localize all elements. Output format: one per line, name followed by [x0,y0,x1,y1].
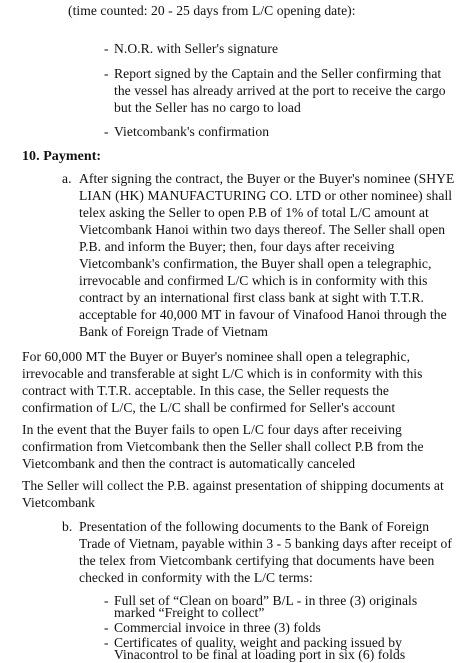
document-item-text: Full set of “Clean on board” B/L - in three (3) originals [114,593,418,608]
list-dash: - [104,66,109,81]
list-item-text: Vietcombank's confirmation [114,124,270,139]
document-dash: - [104,593,109,608]
para-b-line: the telex from Vietcombank certifying that documents have been [79,553,435,568]
para-60000-line: irrevocable and transferable at sight L/C which is in conformity with this [22,366,423,381]
para-b-line: Trade of Vietnam, payable within 3 - 5 banking days after receipt of [79,536,452,551]
document-item-text: marked “Freight to collect” [114,605,265,621]
document-item-text: Commercial invoice in three (3) folds [114,619,321,635]
para-event-line: Vietcombank and then the contract is automatically canceled [22,456,356,471]
document-item-text: Vinacontrol to be final at loading port in six (6) folds [114,646,406,662]
list-item-text: but the Seller has no cargo to load [114,100,301,115]
para-a-line: irrevocable and confirmed L/C which is in conformity with this [79,273,428,288]
para-a-line: P.B. and inform the Buyer; then, four days after receiving [79,239,395,254]
section-heading: 10. Payment: [22,149,102,164]
para-b-line: checked in conformity with the L/C terms: [79,570,313,585]
para-event-line: confirmation from Vietcombank then the Seller shall collect P.B from the [22,439,424,454]
para-b-line: Presentation of the following documents to the Bank of Foreign [79,519,430,534]
para-60000-line: For 60,000 MT the Buyer or Buyer's nominee shall open a telegraphic, [22,349,411,364]
document-dash: - [104,619,109,635]
para-a-line: LIAN (HK) MANUFACTURING CO. LTD or other nominee) shall [79,188,453,203]
para-a-line: contract by an international first class bank at sight with T.T.R. [79,290,424,305]
document-dash: - [104,634,109,650]
document-item-text: Certificates of quality, weight and packing issued by [114,634,402,650]
para-event-line: In the event that the Buyer fails to open L/C four days after receiving [22,422,402,437]
para-collect-line: The Seller will collect the P.B. against presentation of shipping documents at [22,478,444,493]
para-a-line: Vietcombank's confirmation, the Buyer shall open a telegraphic, [79,256,432,271]
para-collect-line: Vietcombank [22,495,95,510]
para-a-line: After signing the contract, the Buyer or the Buyer's nominee (SHYE [79,171,455,186]
para-a-line: Bank of Foreign Trade of Vietnam [79,324,268,339]
list-item-text: the vessel has already arrived at the port to receive the cargo [114,83,446,98]
para-a-line: acceptable for 40,000 MT in favour of Vinafood Hanoi through the [79,307,447,322]
time-counted-line: (time counted: 20 - 25 days from L/C opening date): [68,3,356,18]
para-a-label: a. [62,171,72,186]
list-dash: - [104,124,109,139]
para-a-line: Vietcombank Hanoi within two days thereof. The Seller shall open [79,222,446,237]
list-dash: - [104,41,109,56]
para-60000-line: contract with T.T.R. acceptable. In this case, the Seller requests the [22,383,389,398]
para-60000-line: confirmation of L/C, the L/C shall be confirmed for Seller's account [22,400,396,415]
list-item-text: N.O.R. with Seller's signature [114,41,279,56]
list-item-text: Report signed by the Captain and the Seller confirming that [114,66,442,81]
para-b-label: b. [62,519,73,534]
para-a-line: telex asking the Seller to open P.B of 1% of total L/C amount at [79,205,429,220]
